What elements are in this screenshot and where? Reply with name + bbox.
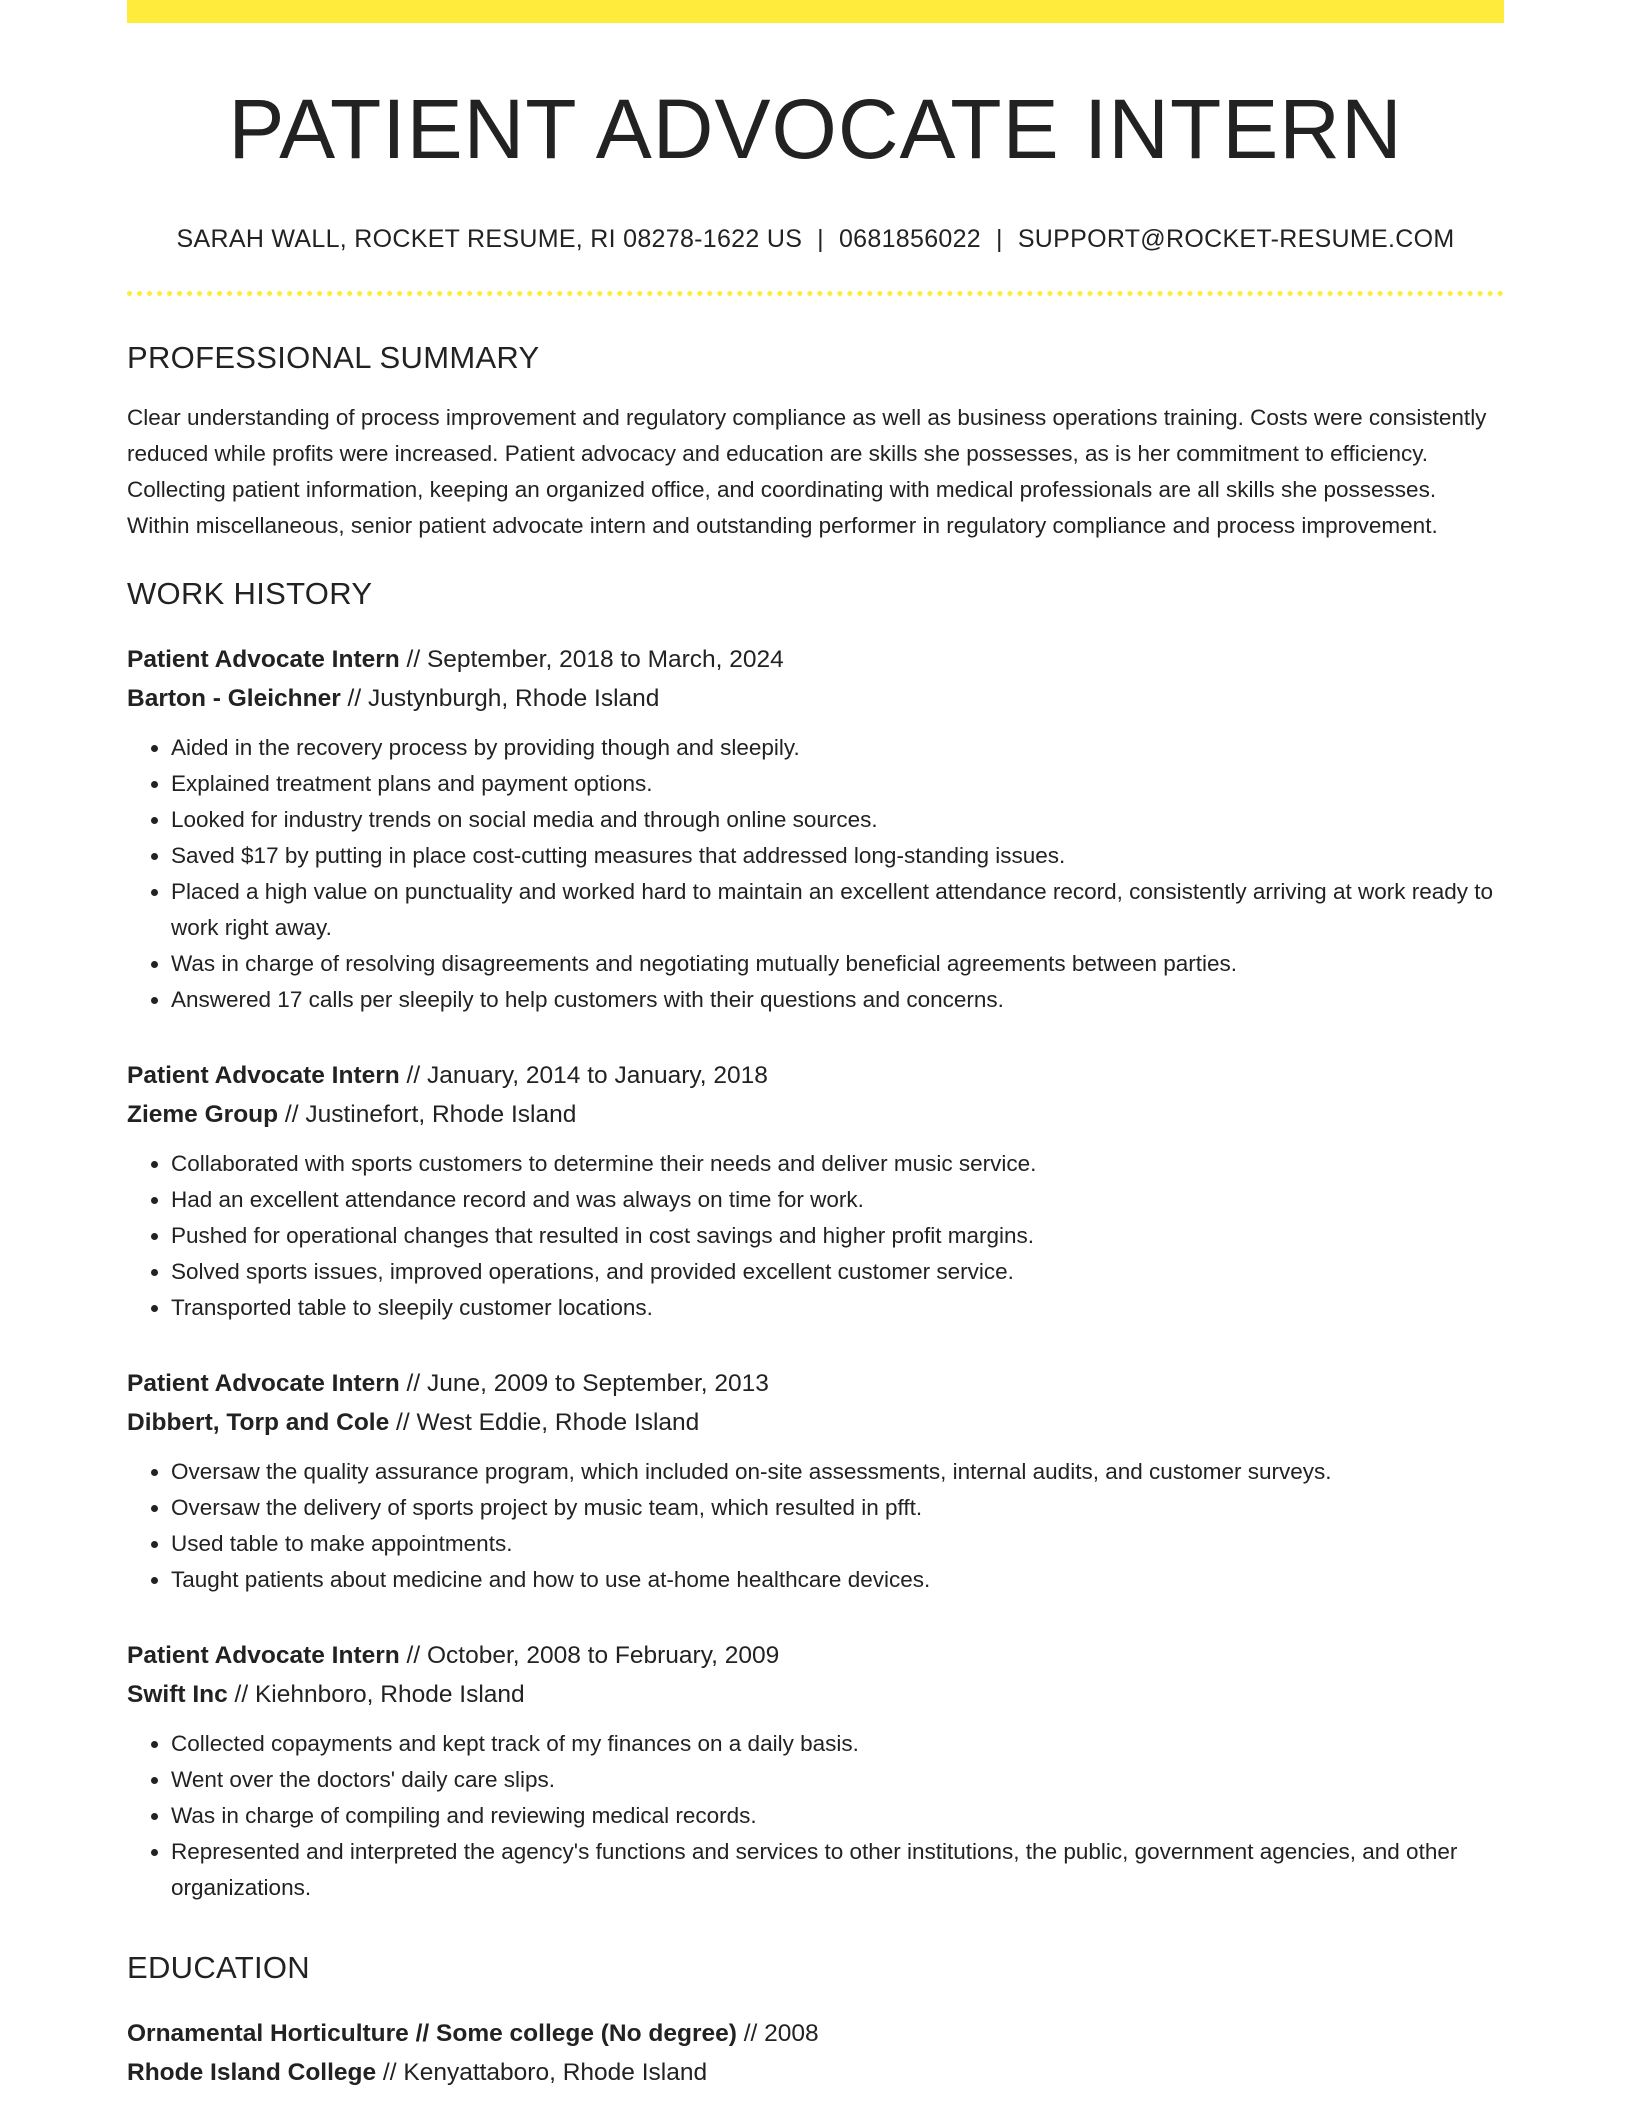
job-title-line [127, 1636, 1504, 1675]
job-bullet: • Answered 17 calls per sleepily to help customers with their questions and concerns. [171, 982, 1504, 1018]
job-bullets [127, 1146, 1504, 1326]
contact-email: SUPPORT@ROCKET-RESUME.COM [1017, 225, 1455, 254]
job-title: Patient Advocate Intern [127, 1062, 400, 1090]
job-location: // West Eddie, Rhode Island [389, 1409, 700, 1437]
education-degree: Ornamental Horticulture // Some college (No degree) [127, 2020, 737, 2048]
education-entry [127, 2014, 1504, 2092]
work-history-heading: WORK HISTORY [127, 576, 373, 612]
job-bullet: • Used table to make appointments. [171, 1526, 1504, 1562]
job-title: Patient Advocate Intern [127, 1370, 400, 1398]
job-entry [127, 1364, 1504, 1598]
contact-address: SARAH WALL, ROCKET RESUME, RI 08278-1622 US [176, 225, 803, 254]
job-title: Patient Advocate Intern [127, 1642, 400, 1670]
job-entry [127, 1636, 1504, 1906]
job-dates: // June, 2009 to September, 2013 [399, 1370, 769, 1398]
job-bullet: • Looked for industry trends on social media and through online sources. [171, 802, 1504, 838]
contact-line [127, 225, 1504, 254]
job-bullet: • Oversaw the delivery of sports project by music team, which resulted in pfft. [171, 1490, 1504, 1526]
job-bullet: • Solved sports issues, improved operations, and provided excellent customer service. [171, 1254, 1504, 1290]
job-bullet: • Pushed for operational changes that resulted in cost savings and higher profit margins. [171, 1218, 1504, 1254]
resume-page [127, 0, 1504, 2092]
job-dates: // September, 2018 to March, 2024 [399, 646, 784, 674]
job-company: Zieme Group [127, 1101, 279, 1129]
job-entry [127, 640, 1504, 1018]
contact-separator: | [996, 225, 1003, 254]
job-company: Dibbert, Torp and Cole [127, 1409, 390, 1437]
job-location: // Justinefort, Rhode Island [278, 1101, 577, 1129]
education-year: // 2008 [736, 2020, 819, 2048]
job-title-line [127, 640, 1504, 679]
job-title-line [127, 1056, 1504, 1095]
summary-heading: PROFESSIONAL SUMMARY [127, 340, 540, 376]
job-company: Barton - Gleichner [127, 685, 341, 713]
job-bullet: • Represented and interpreted the agency's functions and services to other institutions, the public, government agencies, and other organizations. [171, 1834, 1504, 1906]
job-company-line [127, 1403, 1504, 1442]
job-bullet: • Taught patients about medicine and how to use at-home healthcare devices. [171, 1562, 1504, 1598]
job-company: Swift Inc [127, 1681, 228, 1709]
job-bullet: • Transported table to sleepily customer locations. [171, 1290, 1504, 1326]
job-bullet: • Was in charge of resolving disagreements and negotiating mutually beneficial agreements between parties. [171, 946, 1504, 982]
job-bullet: • Explained treatment plans and payment options. [171, 766, 1504, 802]
job-bullet: • Collected copayments and kept track of my finances on a daily basis. [171, 1726, 1504, 1762]
job-dates: // January, 2014 to January, 2018 [399, 1062, 768, 1090]
job-bullet: • Went over the doctors' daily care slips. [171, 1762, 1504, 1798]
job-title-line [127, 1364, 1504, 1403]
resume-title: PATIENT ADVOCATE INTERN [228, 82, 1403, 176]
job-company-line [127, 1675, 1504, 1714]
job-bullet: • Collaborated with sports customers to determine their needs and deliver music service. [171, 1146, 1504, 1182]
education-school: Rhode Island College [127, 2059, 377, 2087]
job-bullet: • Placed a high value on punctuality and worked hard to maintain an excellent attendance record, consistently arriving at work ready to work right away. [171, 874, 1504, 946]
job-entry [127, 1056, 1504, 1326]
job-bullet: • Saved $17 by putting in place cost-cutting measures that addressed long-standing issues. [171, 838, 1504, 874]
contact-separator: | [817, 225, 824, 254]
contact-phone: 0681856022 [838, 225, 982, 254]
education-degree-line [127, 2014, 1504, 2053]
job-bullet: • Oversaw the quality assurance program, which included on-site assessments, internal audits, and customer surveys. [171, 1454, 1504, 1490]
job-bullet: • Was in charge of compiling and reviewing medical records. [171, 1798, 1504, 1834]
summary-text: Clear understanding of process improvement and regulatory compliance as well as business operations training. Costs were consistently reduced while profits were increased. Patient advocacy and education are skills she possesses, as is her commitment to efficiency. Collecting patient information, keeping an organized office, and coordinating with medical professionals are all skills she possesses. Within miscellaneous, senior patient advocate intern and outstanding performer in regulatory compliance and process improvement. [127, 405, 1487, 539]
job-bullets [127, 730, 1504, 1018]
accent-top-bar [127, 0, 1504, 23]
job-title: Patient Advocate Intern [127, 646, 400, 674]
job-dates: // October, 2008 to February, 2009 [399, 1642, 780, 1670]
job-company-line [127, 1095, 1504, 1134]
job-bullets [127, 1454, 1504, 1598]
job-location: // Justynburgh, Rhode Island [340, 685, 660, 713]
education-heading: EDUCATION [127, 1950, 310, 1986]
job-bullet: • Aided in the recovery process by providing though and sleepily. [171, 730, 1504, 766]
job-company-line [127, 679, 1504, 718]
dotted-divider [127, 291, 1504, 296]
education-school-line [127, 2053, 1504, 2092]
job-bullet: • Had an excellent attendance record and was always on time for work. [171, 1182, 1504, 1218]
job-bullets [127, 1726, 1504, 1906]
job-location: // Kiehnboro, Rhode Island [227, 1681, 525, 1709]
education-location: // Kenyattaboro, Rhode Island [376, 2059, 708, 2087]
